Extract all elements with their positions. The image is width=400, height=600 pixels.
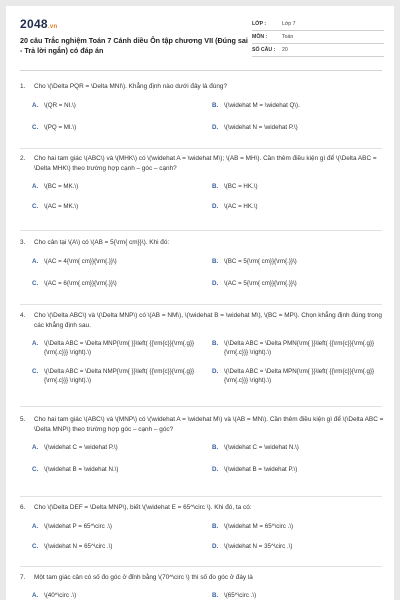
option-b[interactable]: B. \(BC = HK.\) — [212, 183, 258, 190]
document-header — [6, 6, 394, 64]
option-b[interactable]: B. \(\widehat C = \widehat N.\) — [212, 444, 299, 451]
question-divider — [20, 566, 382, 567]
option-b[interactable]: B. \(\widehat M = \widehat Q\). — [212, 101, 300, 109]
option-c[interactable]: C. \(PQ = MI.\) — [32, 123, 77, 131]
info-row-class: LỚP : Lớp 7 — [252, 18, 384, 31]
option-c[interactable]: C. \(\widehat B = \widehat N.\) — [32, 466, 119, 473]
question-text: Cho hai tam giác \(ABC\) và \(MHK\) có \(\widehat A = \widehat M\); \(AB = MH\). Cần thêm điều kiện gì để \(\Delta ABC = \Delta MHK\) theo trường hợp cạnh – góc – cạnh? — [34, 155, 377, 172]
option-c[interactable]: C. \(AC = MK.\) — [32, 203, 79, 210]
question-1: 1. Cho \(\Delta PQR = \Delta MNI\). Khẳng định nào dưới đây là đúng? A. \(QR = NI.\) B. \(\widehat M = \widehat Q\). C. \(PQ = MI.\) D. \(\widehat N = \widehat P.\) — [20, 82, 384, 142]
question-divider — [20, 148, 382, 149]
option-d[interactable]: D. \(\widehat N = 35^\circ .\) — [212, 542, 293, 550]
option-d[interactable]: D. \(\widehat N = \widehat P.\) — [212, 123, 298, 131]
question-5: 5. Cho hai tam giác \(ABC\) và \(MNP\) có \(\widehat A = \widehat M\) và \(AB = MN\). Cần thêm điều kiện gì để \(\Delta ABC = \Delta MNP\) theo trường hợp góc – cạnh – góc? A. \(\widehat C = \widehat P.\) B. \(\widehat C = \widehat N.\) C. \(\widehat B = \widehat N.\) D. \(\widehat B = \widehat P.\) — [20, 416, 384, 473]
option-a[interactable]: A. \(QR = NI.\) — [32, 101, 76, 109]
option-a[interactable]: A. \(\widehat C = \widehat P.\) — [32, 444, 118, 451]
option-b[interactable]: B. \(BC = 5{\rm{ cm}}{\rm{.}}\) — [212, 257, 297, 265]
header-divider — [20, 70, 382, 71]
question-divider — [20, 496, 382, 497]
document-page — [6, 6, 394, 600]
option-a[interactable]: A. \(\Delta ABC = \Delta MNP{\rm{ }}\left( {{\rm{c}}{\rm{.g}}{\rm{.c}}} \right).\) — [32, 340, 195, 356]
option-b[interactable]: B. \(65^\circ .\) — [212, 591, 257, 599]
question-divider — [20, 304, 382, 305]
option-c[interactable]: C. \(AC = 6{\rm{ cm}}{\rm{.}}\) — [32, 279, 117, 287]
question-text: Một tam giác cân có số đo góc ở đỉnh bằng \(70^\circ \) thì số đo góc ở đáy là — [34, 574, 253, 581]
question-6: 6. Cho \(\Delta DEF = \Delta MNP\), biết \(\widehat E = 65^\circ \). Khi đó, ta có: A. \(\widehat P = 65^\circ .\) B. \(\widehat M = 65^\circ .\) C. \(\widehat N = 65^\circ .\) D. \(\widehat N = 35^\circ .\) — [20, 503, 384, 563]
option-b[interactable]: B. \(\widehat M = 65^\circ .\) — [212, 522, 294, 530]
question-text: Cho \(\Delta DEF = \Delta MNP\), biết \(\widehat E = 65^\circ \). Khi đó, ta có: — [34, 504, 252, 511]
document-title: 20 câu Trắc nghiệm Toán 7 Cánh diều Ôn tập chương VII (Đúng sai - Trả lời ngắn) có đáp án — [20, 36, 248, 55]
info-table — [252, 18, 384, 57]
info-row-subject: MÔN : Toán — [252, 31, 384, 44]
option-d[interactable]: D. \(AC = 5{\rm{ cm}}{\rm{.}}\) — [212, 279, 297, 287]
option-a[interactable]: A. \(\widehat P = 65^\circ .\) — [32, 522, 112, 530]
info-row-count: SỐ CÂU : 20 — [252, 44, 384, 57]
question-divider — [20, 230, 382, 231]
question-text: Cho \(\Delta ABC\) và \(\Delta MNP\) có \(AB = NM\), \(\widehat B = \widehat M\), \(BC = MP\). Chọn khẳng định đúng trong các khẳng định sau. — [34, 312, 382, 329]
option-c[interactable]: C. \(\widehat N = 65^\circ .\) — [32, 542, 113, 550]
question-3: 3. Cho cân tại \(A\) có \(AB = 5{\rm{ cm}}\). Khi đó: A. \(AC = 4{\rm{ cm}}{\rm{.}}\) B. \(BC = 5{\rm{ cm}}{\rm{.}}\) C. \(AC = 6{\rm{ cm}}{\rm{.}}\) D. \(AC = 5{\rm{ cm}}{\rm{.}}\) — [20, 238, 384, 298]
option-b[interactable]: B. \(\Delta ABC = \Delta PMN{\rm{ }}\left( {{\rm{c}}{\rm{.g}}{\rm{.c}}} \right).\) — [212, 340, 375, 356]
option-a[interactable]: A. \(BC = MK.\) — [32, 183, 79, 190]
question-text: Cho hai tam giác \(ABC\) và \(MNP\) có \(\widehat A = \widehat M\) và \(AB = MN\). Cần thêm điều kiện gì để \(\Delta ABC = \Delta MNP\) theo trường hợp góc – cạnh – góc? — [34, 416, 384, 433]
option-d[interactable]: D. \(\Delta ABC = \Delta MPN{\rm{ }}\left( {{\rm{c}}{\rm{.g}}{\rm{.c}}} \right).\) — [212, 368, 375, 384]
question-7: 7. Một tam giác cân có số đo góc ở đỉnh bằng \(70^\circ \) thì số đo góc ở đáy là A. \(40^\circ .\) B. \(65^\circ .\) — [20, 573, 384, 600]
option-d[interactable]: D. \(\widehat B = \widehat P.\) — [212, 466, 298, 473]
option-c[interactable]: C. \(\Delta ABC = \Delta NMP{\rm{ }}\left( {{\rm{c}}{\rm{.g}}{\rm{.c}}} \right).\) — [32, 368, 195, 384]
question-4: 4. Cho \(\Delta ABC\) và \(\Delta MNP\) có \(AB = NM\), \(\widehat B = \widehat M\), \(BC = MP\). Chọn khẳng định đúng trong các khẳng định sau. A. \(\Delta ABC = \Delta MNP{\rm{ }}\left( {{\rm{c}}{\rm{.g}}{\rm{.c}}} \right).\) B. \(\Delta ABC = \Delta PMN{\rm{ }}\left( {{\rm{c}}{\rm{.g}}{\rm{.c}}} \right).\) C. \(\Delta ABC = \Delta NMP{\rm{ }}\left( {{\rm{c}}{\rm{.g}}{\rm{.c}}} \right).\) D. \(\Delta ABC = \Delta MPN{\rm{ }}\left( {{\rm{c}}{\rm{.g}}{\rm{.c}}} \right).\) — [20, 311, 384, 398]
option-a[interactable]: A. \(AC = 4{\rm{ cm}}{\rm{.}}\) — [32, 257, 117, 265]
site-logo[interactable]: 2048.vn — [20, 17, 58, 31]
question-divider — [20, 406, 382, 407]
option-d[interactable]: D. \(AC = HK.\) — [212, 203, 258, 210]
option-a[interactable]: A. \(40^\circ .\) — [32, 591, 77, 599]
question-text: Cho cân tại \(A\) có \(AB = 5{\rm{ cm}}\). Khi đó: — [34, 239, 170, 246]
question-2: 2. Cho hai tam giác \(ABC\) và \(MHK\) có \(\widehat A = \widehat M\); \(AB = MH\). Cần thêm điều kiện gì để \(\Delta ABC = \Delta MHK\) theo trường hợp cạnh – góc – cạnh? A. \(BC = MK.\) B. \(BC = HK.\) C. \(AC = MK.\) D. \(AC = HK.\) — [20, 154, 384, 223]
question-text: Cho \(\Delta PQR = \Delta MNI\). Khẳng định nào dưới đây là đúng? — [34, 83, 228, 90]
